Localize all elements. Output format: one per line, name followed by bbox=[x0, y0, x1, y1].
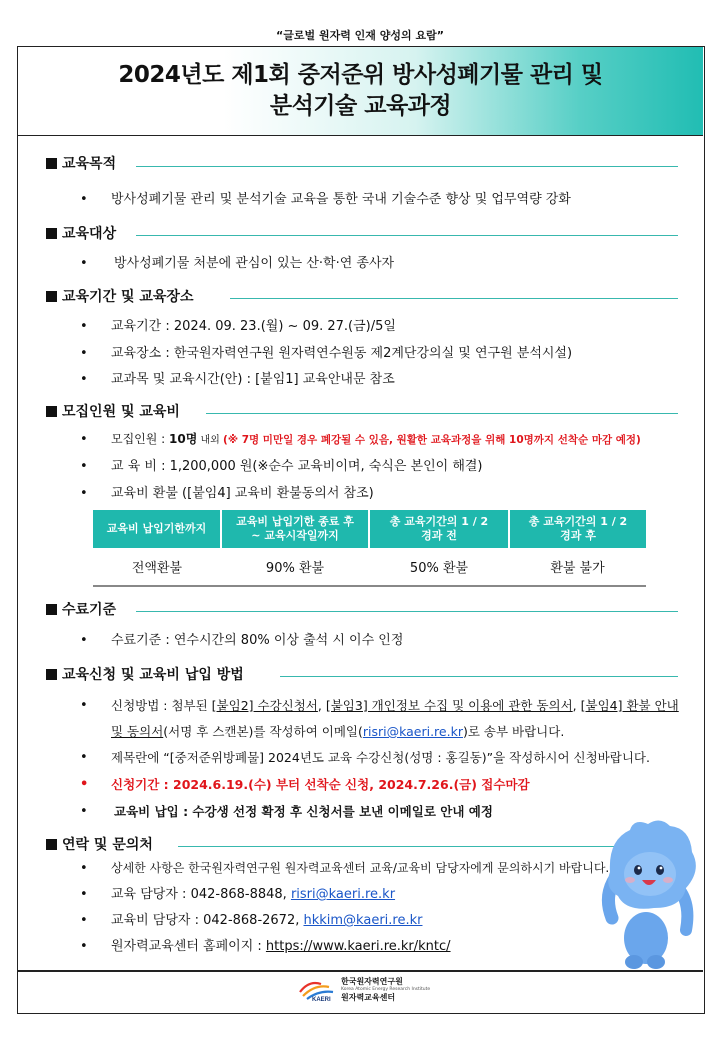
bullet-icon: • bbox=[80, 319, 88, 334]
logo-name-ko: 한국원자력연구원 bbox=[341, 977, 403, 986]
bullet-icon: • bbox=[80, 486, 88, 501]
square-bullet-icon bbox=[46, 669, 57, 680]
refund-value-1: 90% 환불 bbox=[221, 548, 369, 586]
bullet-icon: • bbox=[80, 256, 88, 271]
square-bullet-icon bbox=[46, 291, 57, 302]
bullet-icon: • bbox=[80, 192, 88, 207]
square-bullet-icon bbox=[46, 604, 57, 615]
bullet-icon: • bbox=[80, 633, 88, 648]
bullet-icon: • bbox=[80, 913, 88, 928]
table-row bbox=[93, 548, 646, 586]
section-purpose-heading: 교육목적 bbox=[46, 153, 116, 173]
refund-value-2: 50% 환불 bbox=[369, 548, 509, 586]
email-link[interactable]: risri@kaeri.re.kr bbox=[290, 887, 396, 902]
bullet-icon: • bbox=[80, 861, 88, 876]
bullet-icon: • bbox=[80, 887, 88, 902]
document-frame: 2024년도 제1회 중저준위 방사성폐기물 관리 및 분석기술 교육과정 교육목적 • 방사성폐기물 관리 및 분석기술 교육을 통한 국내 기술수준 향상 및 업무역량 강화 교육대상 • 방사성폐기물 처분에 관심이 있는 산·학·연 종사자 교육기간 및 교육장소 • 교육기간 : 2024. 09. 23.(월) ~ 09. 27.(금)/5일 • 교육장소 : 한국원자력연구원 원자력연수원동 제2계단강의실 및 연구원 분석시설) • 교과목 및 교육시간(안) : [붙임1] 교육안내문 참조 모집인원 및 교육비 • 모집인원 : 10명 내외 (※ 7명 미만일 경우 폐강될 수 있음, 원활한 교육과정을 위해 10명까지 선착순 마감 예정) • 교 육 비 : 1,200,000 원(※순수 교육비이며, 숙식은 본인이 해결) • 교육비 환불 ([붙임4] 교육비 환불동의서 참조) 수료기준 • 수료기준 : 연수시간의 80% 이상 출석 시 이수 인정 교육신청 및 교육비 납입 방법 • 신청방법 : 첨부된 [붙임2] 수강신청서, [붙임3] 개인정보 수집 및 이용에 관한 동의서, [붙임4] 환불 안내 및 동의서(서명 후 스캔본)를 작성하여 이메일(risri@kaeri.re.kr)로 송부 바랍니다. • 제목란에 “[중저준위방폐물] 2024년도 교육 수강신청(성명 : 홍길동)”을 작성하시어 신청바랍니다. • 신청기간 : 2024.6.19.(수) 부터 선착순 신청, 2024.7.26.(금) 접수마감 • 교육비 납입 : 수강생 선정 확정 후 신청서를 보낸 이메일로 안내 예정 연락 및 문의처 • 상세한 사항은 한국원자력연구원 원자력교육센터 교육/교육비 담당자에게 문의하시기 바랍니다. • 교육 담당자 : 042-868-8848, risri@kaeri.re.kr • 교육비 담당자 : 042-868-2672, hkkim@kaeri.re.kr • 원자력교육센터 홈페이지 : https://www.kaeri.re.kr/kntc/ bbox=[17, 46, 705, 1014]
section-divider bbox=[136, 235, 678, 236]
refund-header-0: 교육비 납입기한까지 bbox=[93, 510, 221, 548]
square-bullet-icon bbox=[46, 158, 57, 169]
logo-center-name: 원자력교육센터 bbox=[341, 993, 396, 1002]
bullet-icon: • bbox=[80, 432, 88, 447]
section-completion-heading: 수료기준 bbox=[46, 599, 116, 619]
section-divider bbox=[280, 676, 678, 677]
logo-mark-text: KAERI bbox=[312, 997, 331, 1002]
slogan: “글로벌 원자력 인재 양성의 요람” bbox=[276, 29, 444, 42]
square-bullet-icon bbox=[46, 406, 57, 417]
kaeri-logo-icon bbox=[297, 978, 335, 1002]
section-divider bbox=[136, 611, 678, 612]
section-period-heading: 교육기간 및 교육장소 bbox=[46, 286, 193, 306]
bullet-icon: • bbox=[80, 804, 88, 819]
bullet-icon: • bbox=[80, 777, 89, 792]
mascot-character-icon bbox=[600, 812, 705, 972]
logo-name-en: Korea Atomic Energy Research Institute bbox=[341, 987, 431, 992]
title-line-2: 분석기술 교육과정 bbox=[269, 93, 452, 119]
section-divider bbox=[136, 166, 678, 167]
homepage-link[interactable]: https://www.kaeri.re.kr/kntc/ bbox=[265, 939, 451, 954]
section-recruit-heading: 모집인원 및 교육비 bbox=[46, 401, 180, 421]
section-divider bbox=[206, 413, 678, 414]
email-link[interactable]: hkkim@kaeri.re.kr bbox=[303, 913, 423, 928]
bullet-icon: • bbox=[80, 698, 88, 713]
bullet-icon: • bbox=[80, 459, 88, 474]
section-divider bbox=[230, 298, 678, 299]
section-target-heading: 교육대상 bbox=[46, 223, 116, 243]
page-title bbox=[18, 60, 703, 122]
kaeri-logo bbox=[297, 977, 430, 1003]
bullet-icon: • bbox=[80, 750, 88, 765]
refund-table bbox=[93, 510, 646, 587]
refund-header-3: 총 교육기간의 1 / 2 경과 후 bbox=[509, 510, 646, 548]
bullet-icon: • bbox=[80, 346, 88, 361]
bullet-icon: • bbox=[80, 372, 88, 387]
bullet-icon: • bbox=[80, 939, 88, 954]
section-contact-heading: 연락 및 문의처 bbox=[46, 834, 153, 854]
title-line-1: 2024년도 제1회 중저준위 방사성폐기물 관리 및 bbox=[118, 62, 603, 88]
square-bullet-icon bbox=[46, 228, 57, 239]
square-bullet-icon bbox=[46, 839, 57, 850]
section-divider bbox=[178, 846, 618, 847]
section-apply-heading: 교육신청 및 교육비 납입 방법 bbox=[46, 664, 244, 684]
refund-header-2: 총 교육기간의 1 / 2 경과 전 bbox=[369, 510, 509, 548]
refund-header-1: 교육비 납입기한 종료 후 ~ 교육시작일까지 bbox=[221, 510, 369, 548]
refund-value-0: 전액환불 bbox=[93, 548, 221, 586]
refund-value-3: 환불 불가 bbox=[509, 548, 646, 586]
title-banner bbox=[18, 47, 703, 136]
email-link[interactable]: risri@kaeri.re.kr bbox=[362, 724, 463, 739]
